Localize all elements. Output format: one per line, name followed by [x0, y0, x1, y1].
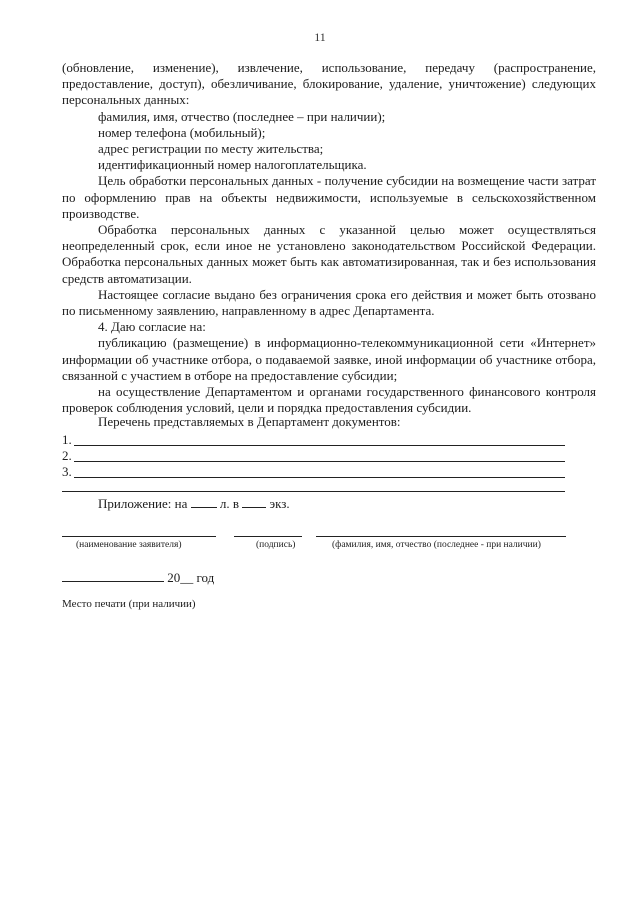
- attachment-suffix: экз.: [269, 496, 290, 511]
- full-name-caption: (фамилия, имя, отчество (последнее - при наличии): [332, 540, 541, 550]
- document-line-2[interactable]: [62, 448, 565, 464]
- list-item-address: адрес регистрации по месту жительства;: [98, 141, 324, 157]
- paragraph-control: на осуществление Департаментом и органами государственного финансового контроля проверок соблюдения условий, цели и порядка предоставления субсидии.: [62, 384, 596, 416]
- attachment-line: [98, 494, 290, 512]
- attachment-mid: л. в: [219, 496, 240, 511]
- document-line-1[interactable]: [62, 432, 565, 448]
- page-number: 11: [314, 30, 326, 44]
- full-name-field[interactable]: [316, 536, 566, 537]
- paragraph-term: Обработка персональных данных с указанной целью может осуществляться неопределенный срок, если иное не установлено законодательством Российской Федерации. Обработка персональных данных может быть как автоматизированная, так и без использования средств автоматизации.: [62, 222, 596, 286]
- date-line: [62, 568, 214, 586]
- paragraph-publication: публикацию (размещение) в информационно-телекоммуникационной сети «Интернет» информации об участнике отбора, о подаваемой заявке, иной информации об участнике отбора, связанной с участием в отборе на предоставление субсидии;: [62, 335, 596, 383]
- document-line-extra[interactable]: [62, 491, 565, 492]
- signature-caption: (подпись): [256, 540, 296, 550]
- document-line-number: 2.: [62, 448, 72, 463]
- section-4-heading: 4. Даю согласие на:: [98, 319, 206, 335]
- document-line-3[interactable]: [62, 464, 565, 480]
- list-item-inn: идентификационный номер налогоплательщика.: [98, 157, 367, 173]
- fill-line: [74, 477, 565, 478]
- fill-line: [74, 445, 565, 446]
- attachment-prefix: Приложение: на: [98, 496, 188, 511]
- sheets-count-field[interactable]: [191, 494, 217, 508]
- document-line-number: 3.: [62, 464, 72, 479]
- paragraph-validity: Настоящее согласие выдано без ограничения срока его действия и может быть отозвано по письменному заявлению, направленному в адрес Департамента.: [62, 286, 596, 319]
- applicant-name-field[interactable]: [62, 536, 216, 537]
- consent-text: [62, 60, 596, 416]
- documents-list-title: Перечень представляемых в Департамент документов:: [98, 414, 401, 429]
- year-text: 20__ год: [167, 570, 215, 585]
- copies-count-field[interactable]: [242, 494, 266, 508]
- document-line-number: 1.: [62, 432, 72, 447]
- date-field[interactable]: [62, 568, 164, 582]
- list-item-phone: номер телефона (мобильный);: [98, 124, 266, 140]
- paragraph-processing-actions: (обновление, изменение), извлечение, использование, передачу (распространение, предоставление, доступ), обезличивание, блокирование, удаление, уничтожение) следующих персональных данных:: [62, 60, 596, 108]
- list-item-fio: фамилия, имя, отчество (последнее – при наличии);: [98, 108, 386, 124]
- paragraph-purpose: Цель обработки персональных данных - получение субсидии на возмещение части затрат по оформлению прав на объекты недвижимости, используемые в сельскохозяйственном производстве.: [62, 173, 596, 221]
- fill-line: [74, 461, 565, 462]
- signature-field[interactable]: [234, 536, 302, 537]
- stamp-placeholder: Место печати (при наличии): [62, 598, 196, 610]
- applicant-caption: (наименование заявителя): [76, 540, 182, 550]
